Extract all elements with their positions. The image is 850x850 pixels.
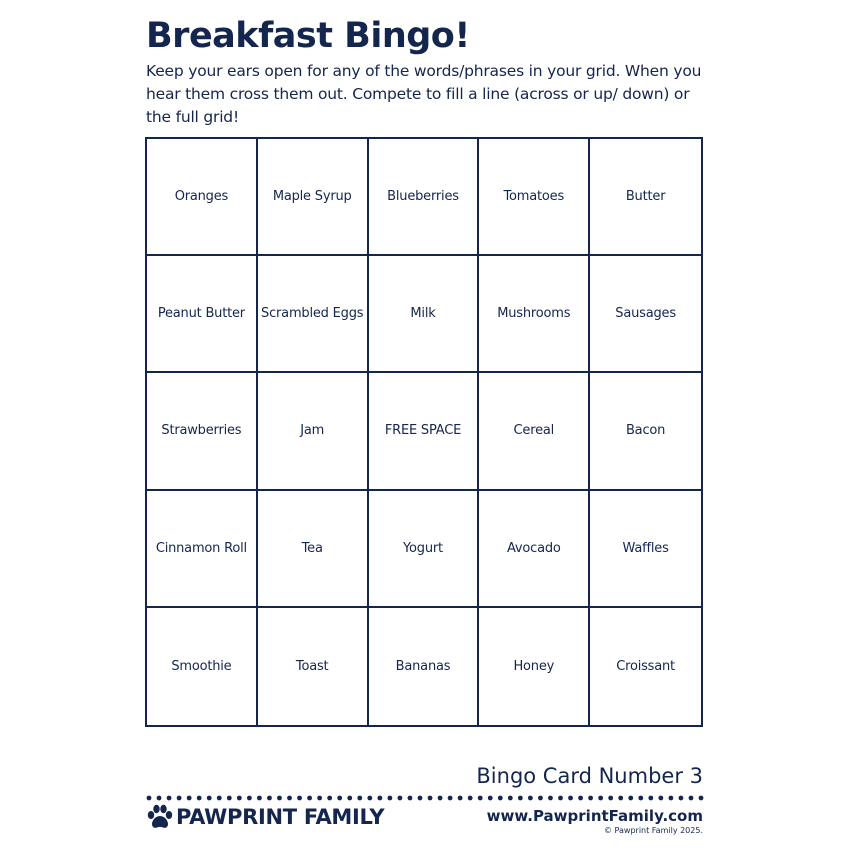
page-title: Breakfast Bingo! <box>146 16 470 56</box>
bingo-cell[interactable]: Jam <box>258 373 369 490</box>
instructions: Keep your ears open for any of the words/phrases in your grid. When you hear them cross them out. Compete to fill a line (across or up/ down) or the full grid! <box>146 62 702 126</box>
bingo-cell[interactable]: Butter <box>590 139 701 256</box>
bingo-cell[interactable]: Peanut Butter <box>147 256 258 373</box>
copyright-notice: © Pawprint Family 2025. <box>604 826 703 835</box>
bingo-cell[interactable]: Tea <box>258 491 369 608</box>
bingo-cell[interactable]: Bananas <box>369 608 480 725</box>
bingo-cell[interactable]: Oranges <box>147 139 258 256</box>
bingo-cell[interactable]: Mushrooms <box>479 256 590 373</box>
bingo-cell[interactable]: Toast <box>258 608 369 725</box>
paw-print-icon <box>146 804 174 830</box>
bingo-cell[interactable]: Cinnamon Roll <box>147 491 258 608</box>
bingo-cell[interactable]: Honey <box>479 608 590 725</box>
bingo-cell[interactable]: Sausages <box>590 256 701 373</box>
brand-logo <box>146 803 384 831</box>
bingo-cell[interactable]: Scrambled Eggs <box>258 256 369 373</box>
bingo-cell[interactable]: Strawberries <box>147 373 258 490</box>
bingo-cell[interactable]: Bacon <box>590 373 701 490</box>
bingo-cell[interactable]: Milk <box>369 256 480 373</box>
website-link[interactable]: www.PawprintFamily.com <box>486 807 703 825</box>
bingo-cell[interactable]: Yogurt <box>369 491 480 608</box>
bingo-cell[interactable]: Waffles <box>590 491 701 608</box>
bingo-cell[interactable]: Blueberries <box>369 139 480 256</box>
bingo-cell[interactable]: Tomatoes <box>479 139 590 256</box>
bingo-cell[interactable]: Avocado <box>479 491 590 608</box>
bingo-cell[interactable]: Croissant <box>616 658 675 674</box>
dotted-divider <box>146 795 704 801</box>
bingo-cell[interactable]: FREE SPACE <box>369 373 480 490</box>
card-number: Bingo Card Number 3 <box>476 764 703 788</box>
bingo-cell[interactable]: Cereal <box>479 373 590 490</box>
bingo-cell[interactable]: Smoothie <box>147 608 258 725</box>
bingo-cell[interactable]: Maple Syrup <box>258 139 369 256</box>
bingo-grid <box>145 137 703 727</box>
brand-name: PAWPRINT FAMILY <box>176 805 385 829</box>
